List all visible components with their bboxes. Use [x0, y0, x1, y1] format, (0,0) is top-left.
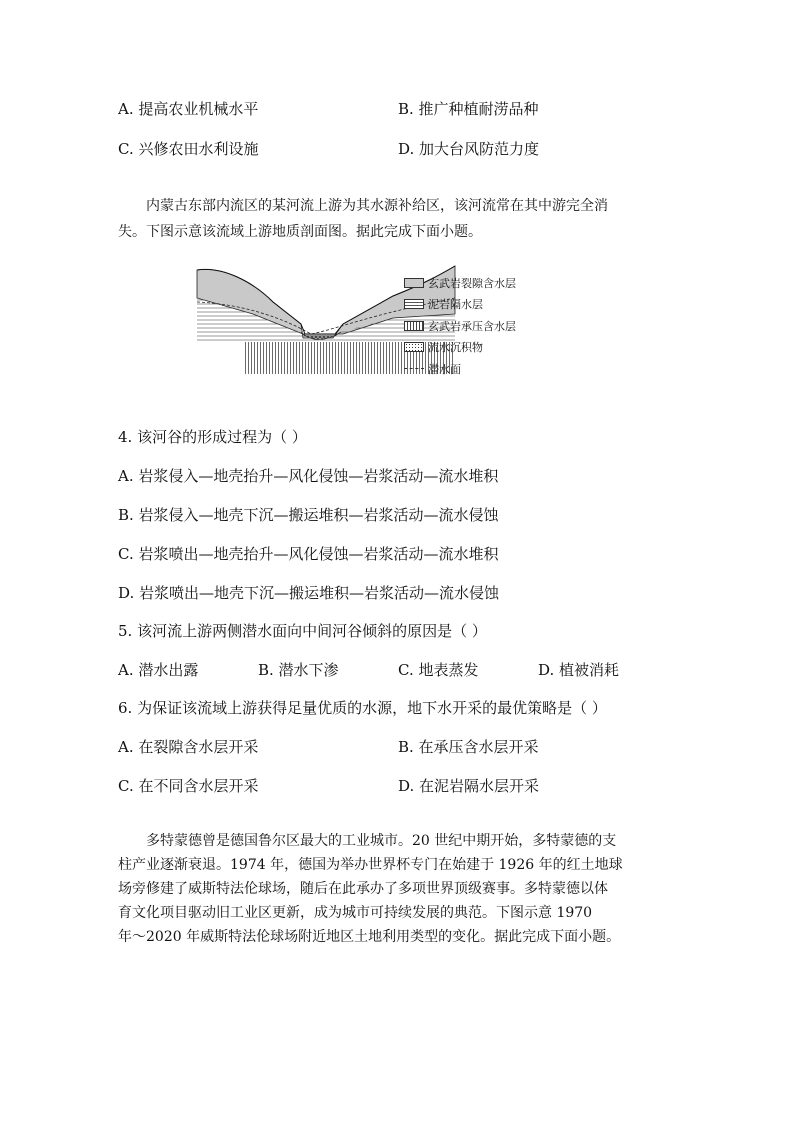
- q6-stem: 6. 为保证该流域上游获得足量优质的水源，地下水开采的最优策略是（ ）: [118, 699, 607, 717]
- q4-option-b: B. 岩浆侵入—地壳下沉—搬运堆积—岩浆活动—流水侵蚀: [118, 506, 499, 524]
- intro2-line-5: 年～2020 年威斯特法伦球场附近地区土地利用类型的变化。据此完成下面小题。: [118, 929, 621, 945]
- fissure-aquifer-swatch: [404, 278, 424, 288]
- q3-option-d: D. 加大台风防范力度: [398, 140, 540, 158]
- sediment-swatch: [404, 342, 424, 352]
- q5-stem: 5. 该河流上游两侧潜水面向中间河谷倾斜的原因是（ ）: [118, 622, 487, 640]
- q4-stem: 4. 该河谷的形成过程为（ ）: [118, 428, 307, 446]
- legend-label: 玄武岩裂隙含水层: [428, 276, 516, 290]
- q5-option-c: C. 地表蒸发: [398, 661, 479, 679]
- q6-option-a: A. 在裂隙含水层开采: [118, 738, 259, 756]
- legend-item-confined-aquifer: [404, 315, 584, 337]
- legend-item-water-table: [404, 358, 584, 380]
- q5-option-d: D. 植被消耗: [538, 661, 620, 679]
- legend-label: 泥岩隔水层: [428, 298, 483, 312]
- legend-label: 潜水面: [428, 362, 461, 376]
- legend-item-fissure-aquifer: [404, 272, 584, 294]
- q6-option-b: B. 在承压含水层开采: [398, 738, 539, 756]
- intro1-line-2: 失。下图示意该流域上游地质剖面图。据此完成下面小题。: [118, 224, 482, 240]
- q4-option-d: D. 岩浆喷出—地壳下沉—搬运堆积—岩浆活动—流水侵蚀: [118, 584, 500, 602]
- q4-option-a: A. 岩浆侵入—地壳抬升—风化侵蚀—岩浆活动—流水堆积: [118, 467, 499, 485]
- q6-option-c: C. 在不同含水层开采: [118, 777, 259, 795]
- legend-item-sediment: [404, 337, 584, 359]
- q5-option-a: A. 潜水出露: [118, 661, 199, 679]
- legend-label: 玄武岩承压含水层: [428, 319, 516, 333]
- intro-paragraph-1: [118, 196, 684, 242]
- intro2-line-4: 育文化项目驱动旧工业区更新，成为城市可持续发展的典范。下图示意 1970: [118, 905, 593, 921]
- q5-option-b: B. 潜水下渗: [258, 661, 339, 679]
- intro2-line-3: 场旁修建了威斯特法伦球场，随后在此承办了多项世界顶级赛事。多特蒙德以体: [118, 881, 608, 897]
- q3-option-a: A. 提高农业机械水平: [118, 100, 259, 118]
- figure-legend: [404, 272, 584, 380]
- q3-option-c: C. 兴修农田水利设施: [118, 140, 259, 158]
- legend-item-mudstone: [404, 294, 584, 316]
- intro2-line-1: 多特蒙德曾是德国鲁尔区最大的工业城市。20 世纪中期开始，多特蒙德的支: [146, 833, 617, 849]
- legend-label: 流水沉积物: [428, 341, 483, 355]
- q6-option-d: D. 在泥岩隔水层开采: [398, 777, 540, 795]
- mudstone-swatch: [404, 299, 424, 309]
- q4-option-c: C. 岩浆喷出—地壳抬升—风化侵蚀—岩浆活动—流水堆积: [118, 545, 499, 563]
- intro-paragraph-2: [118, 831, 684, 947]
- water-table-swatch: [404, 368, 424, 369]
- intro1-line-1: 内蒙古东部内流区的某河流上游为其水源补给区，该河流常在其中游完全消: [146, 198, 608, 214]
- confined-aquifer-swatch: [404, 321, 424, 331]
- intro2-line-2: 柱产业逐渐衰退。1974 年，德国为举办世界杯专门在始建于 1926 年的红土地球: [118, 857, 623, 873]
- q3-option-b: B. 推广种植耐涝品种: [398, 100, 539, 118]
